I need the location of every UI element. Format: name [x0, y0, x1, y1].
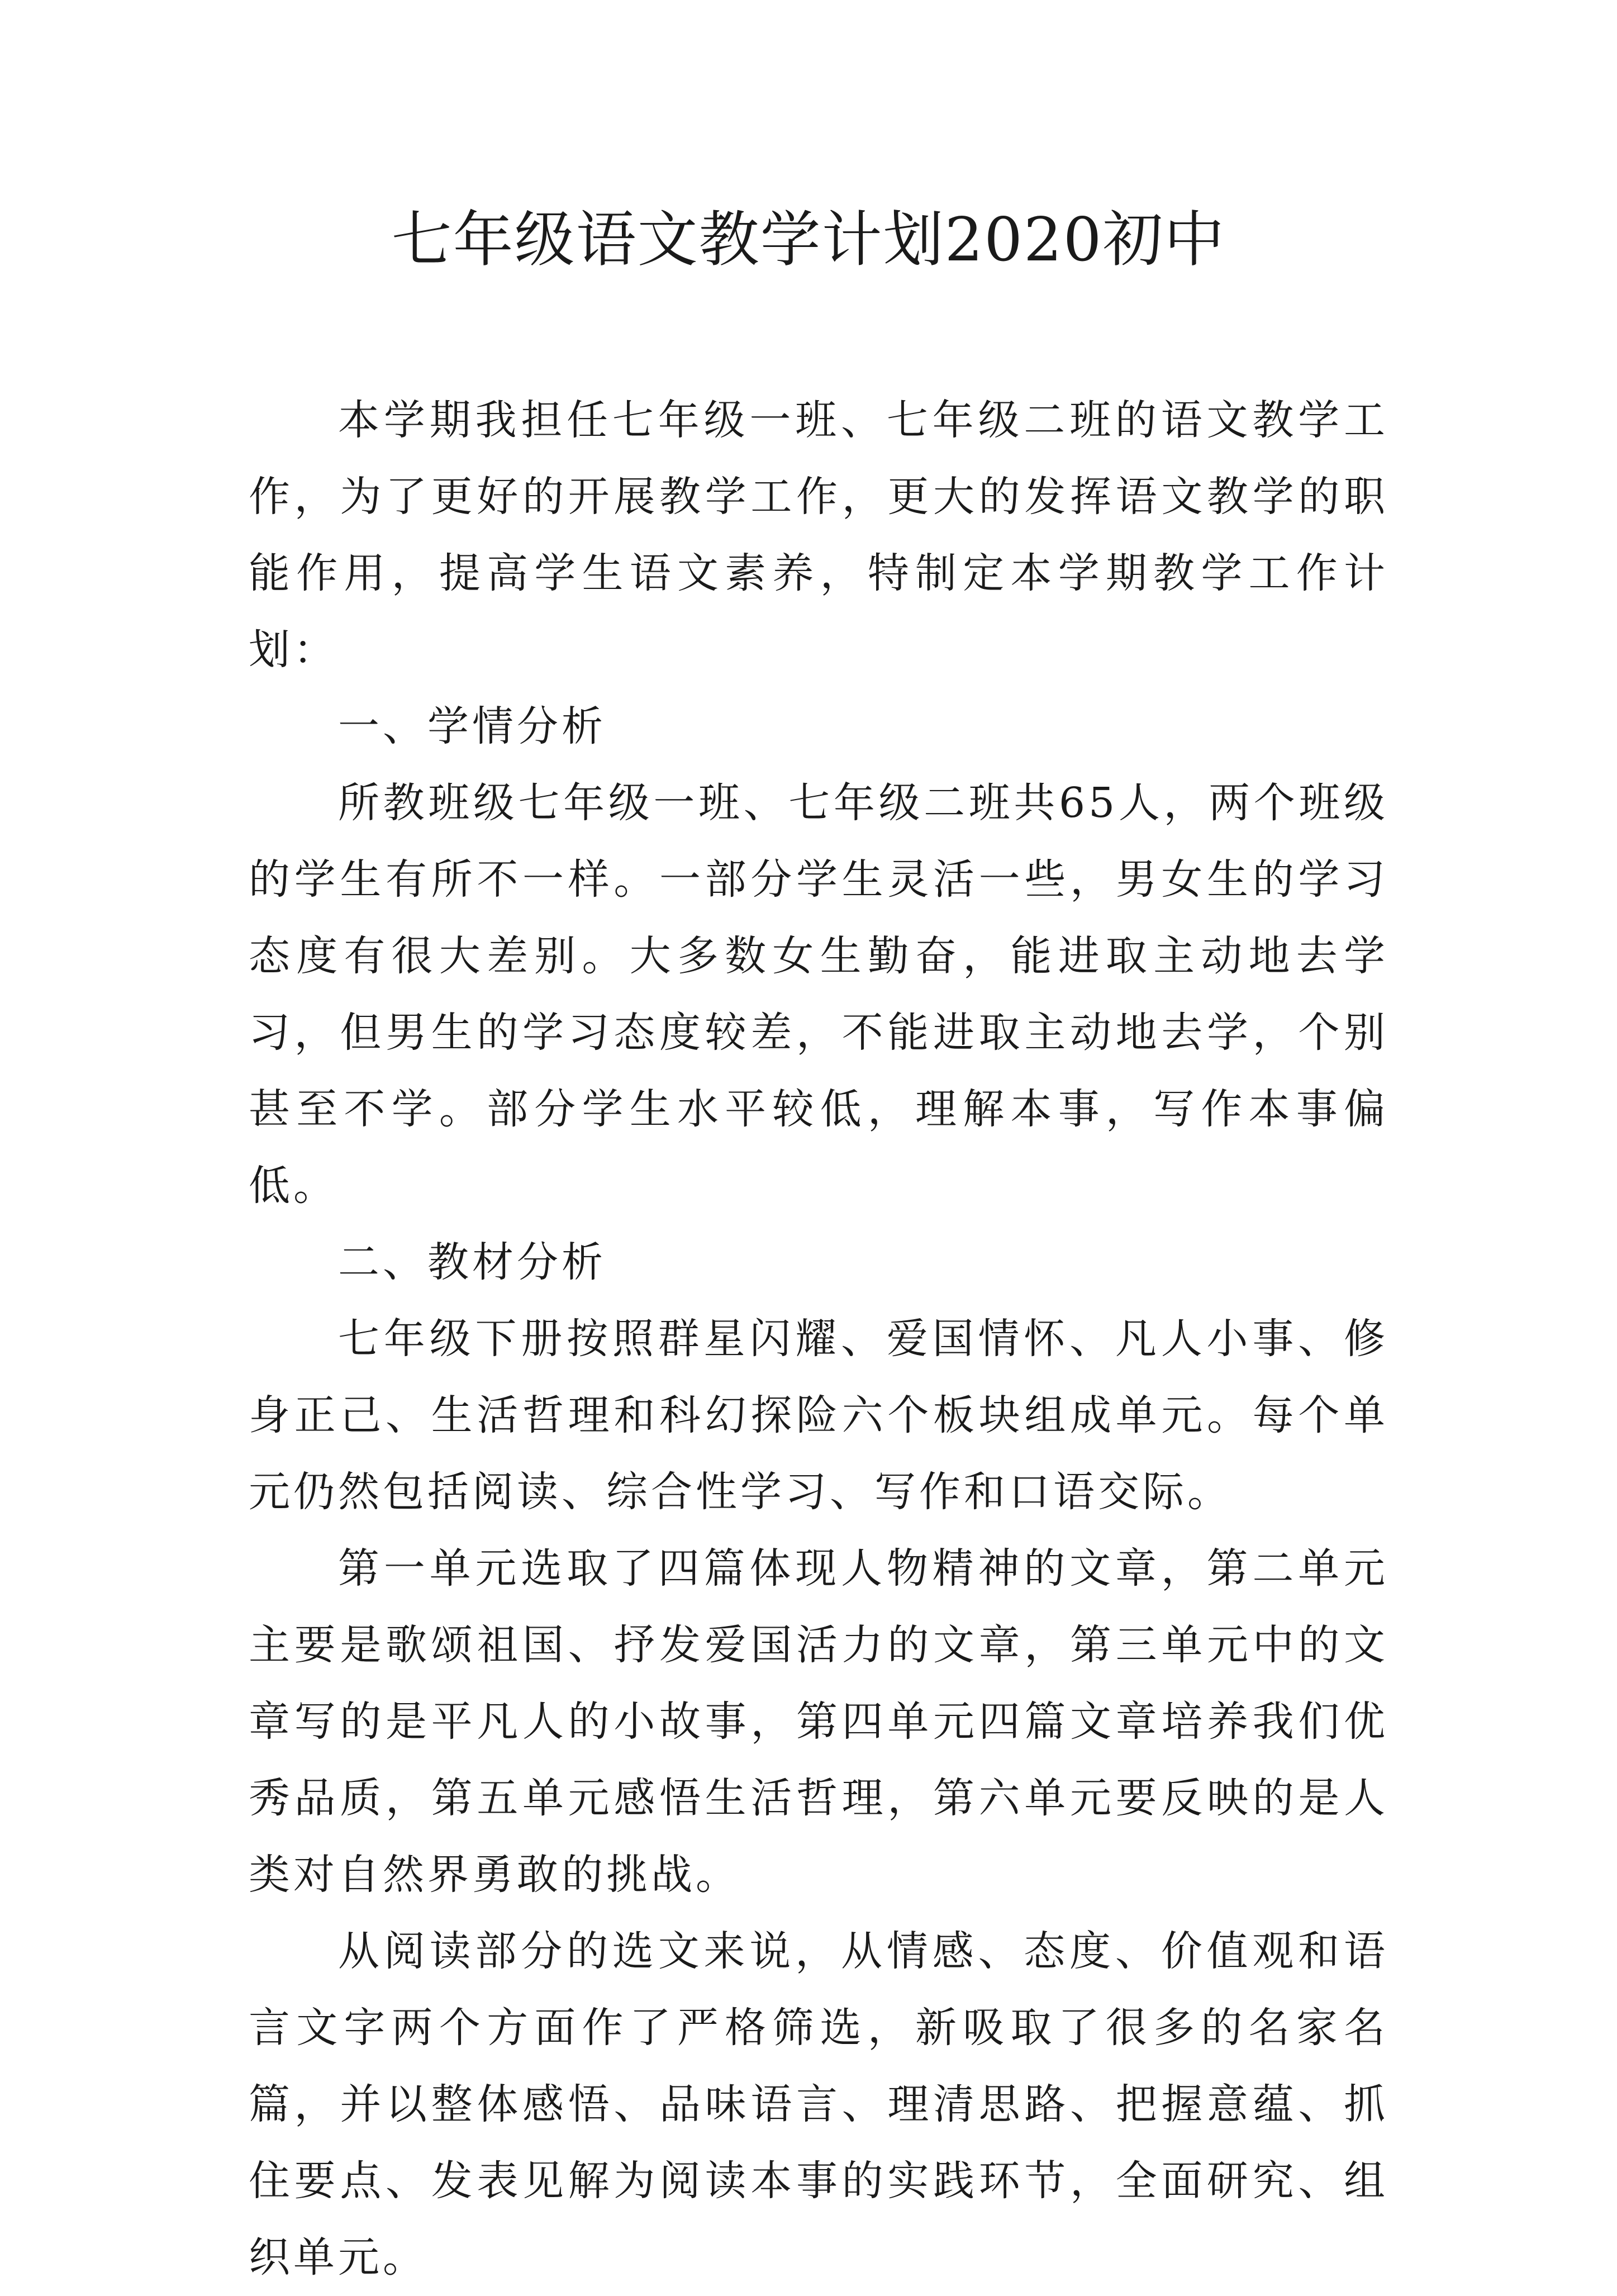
document-title: 七年级语文教学计划2020初中	[391, 205, 1226, 275]
section-heading-student-analysis: 一、学情分析	[338, 702, 606, 750]
paragraph-intro: 本学期我担任七年级一班、七年级二班的语文教学工作，为了更好的开展教学工作，更大的发挥语文教学的职能作用，提高学生语文素养，特制定本学期教学工作计划：	[249, 396, 1388, 674]
document-body	[249, 382, 1388, 2296]
section-heading-textbook-analysis: 二、教材分析	[338, 1238, 606, 1286]
paragraph-textbook-units: 七年级下册按照群星闪耀、爱国情怀、凡人小事、修身正己、生活哲理和科幻探险六个板块组成单元。每个单元仍然包括阅读、综合性学习、写作和口语交际。	[249, 1315, 1388, 1516]
paragraph-unit-contents: 第一单元选取了四篇体现人物精神的文章，第二单元主要是歌颂祖国、抒发爱国活力的文章，第三单元中的文章写的是平凡人的小故事，第四单元四篇文章培养我们优秀品质，第五单元感悟生活哲理，第六单元要反映的是人类对自然界勇敢的挑战。	[249, 1544, 1388, 1899]
paragraph-reading-section: 从阅读部分的选文来说，从情感、态度、价值观和语言文字两个方面作了严格筛选，新吸取了很多的名家名篇，并以整体感悟、品味语言、理清思路、把握意蕴、抓住要点、发表见解为阅读本事的实践环节，全面研究、组织单元。	[249, 1927, 1388, 2281]
paragraph-student-analysis: 所教班级七年级一班、七年级二班共65人，两个班级的学生有所不一样。一部分学生灵活一些，男女生的学习态度有很大差别。大多数女生勤奋，能进取主动地去学习，但男生的学习态度较差，不能进取主动地去学，个别甚至不学。部分学生水平较低，理解本事，写作本事偏低。	[249, 779, 1388, 1210]
